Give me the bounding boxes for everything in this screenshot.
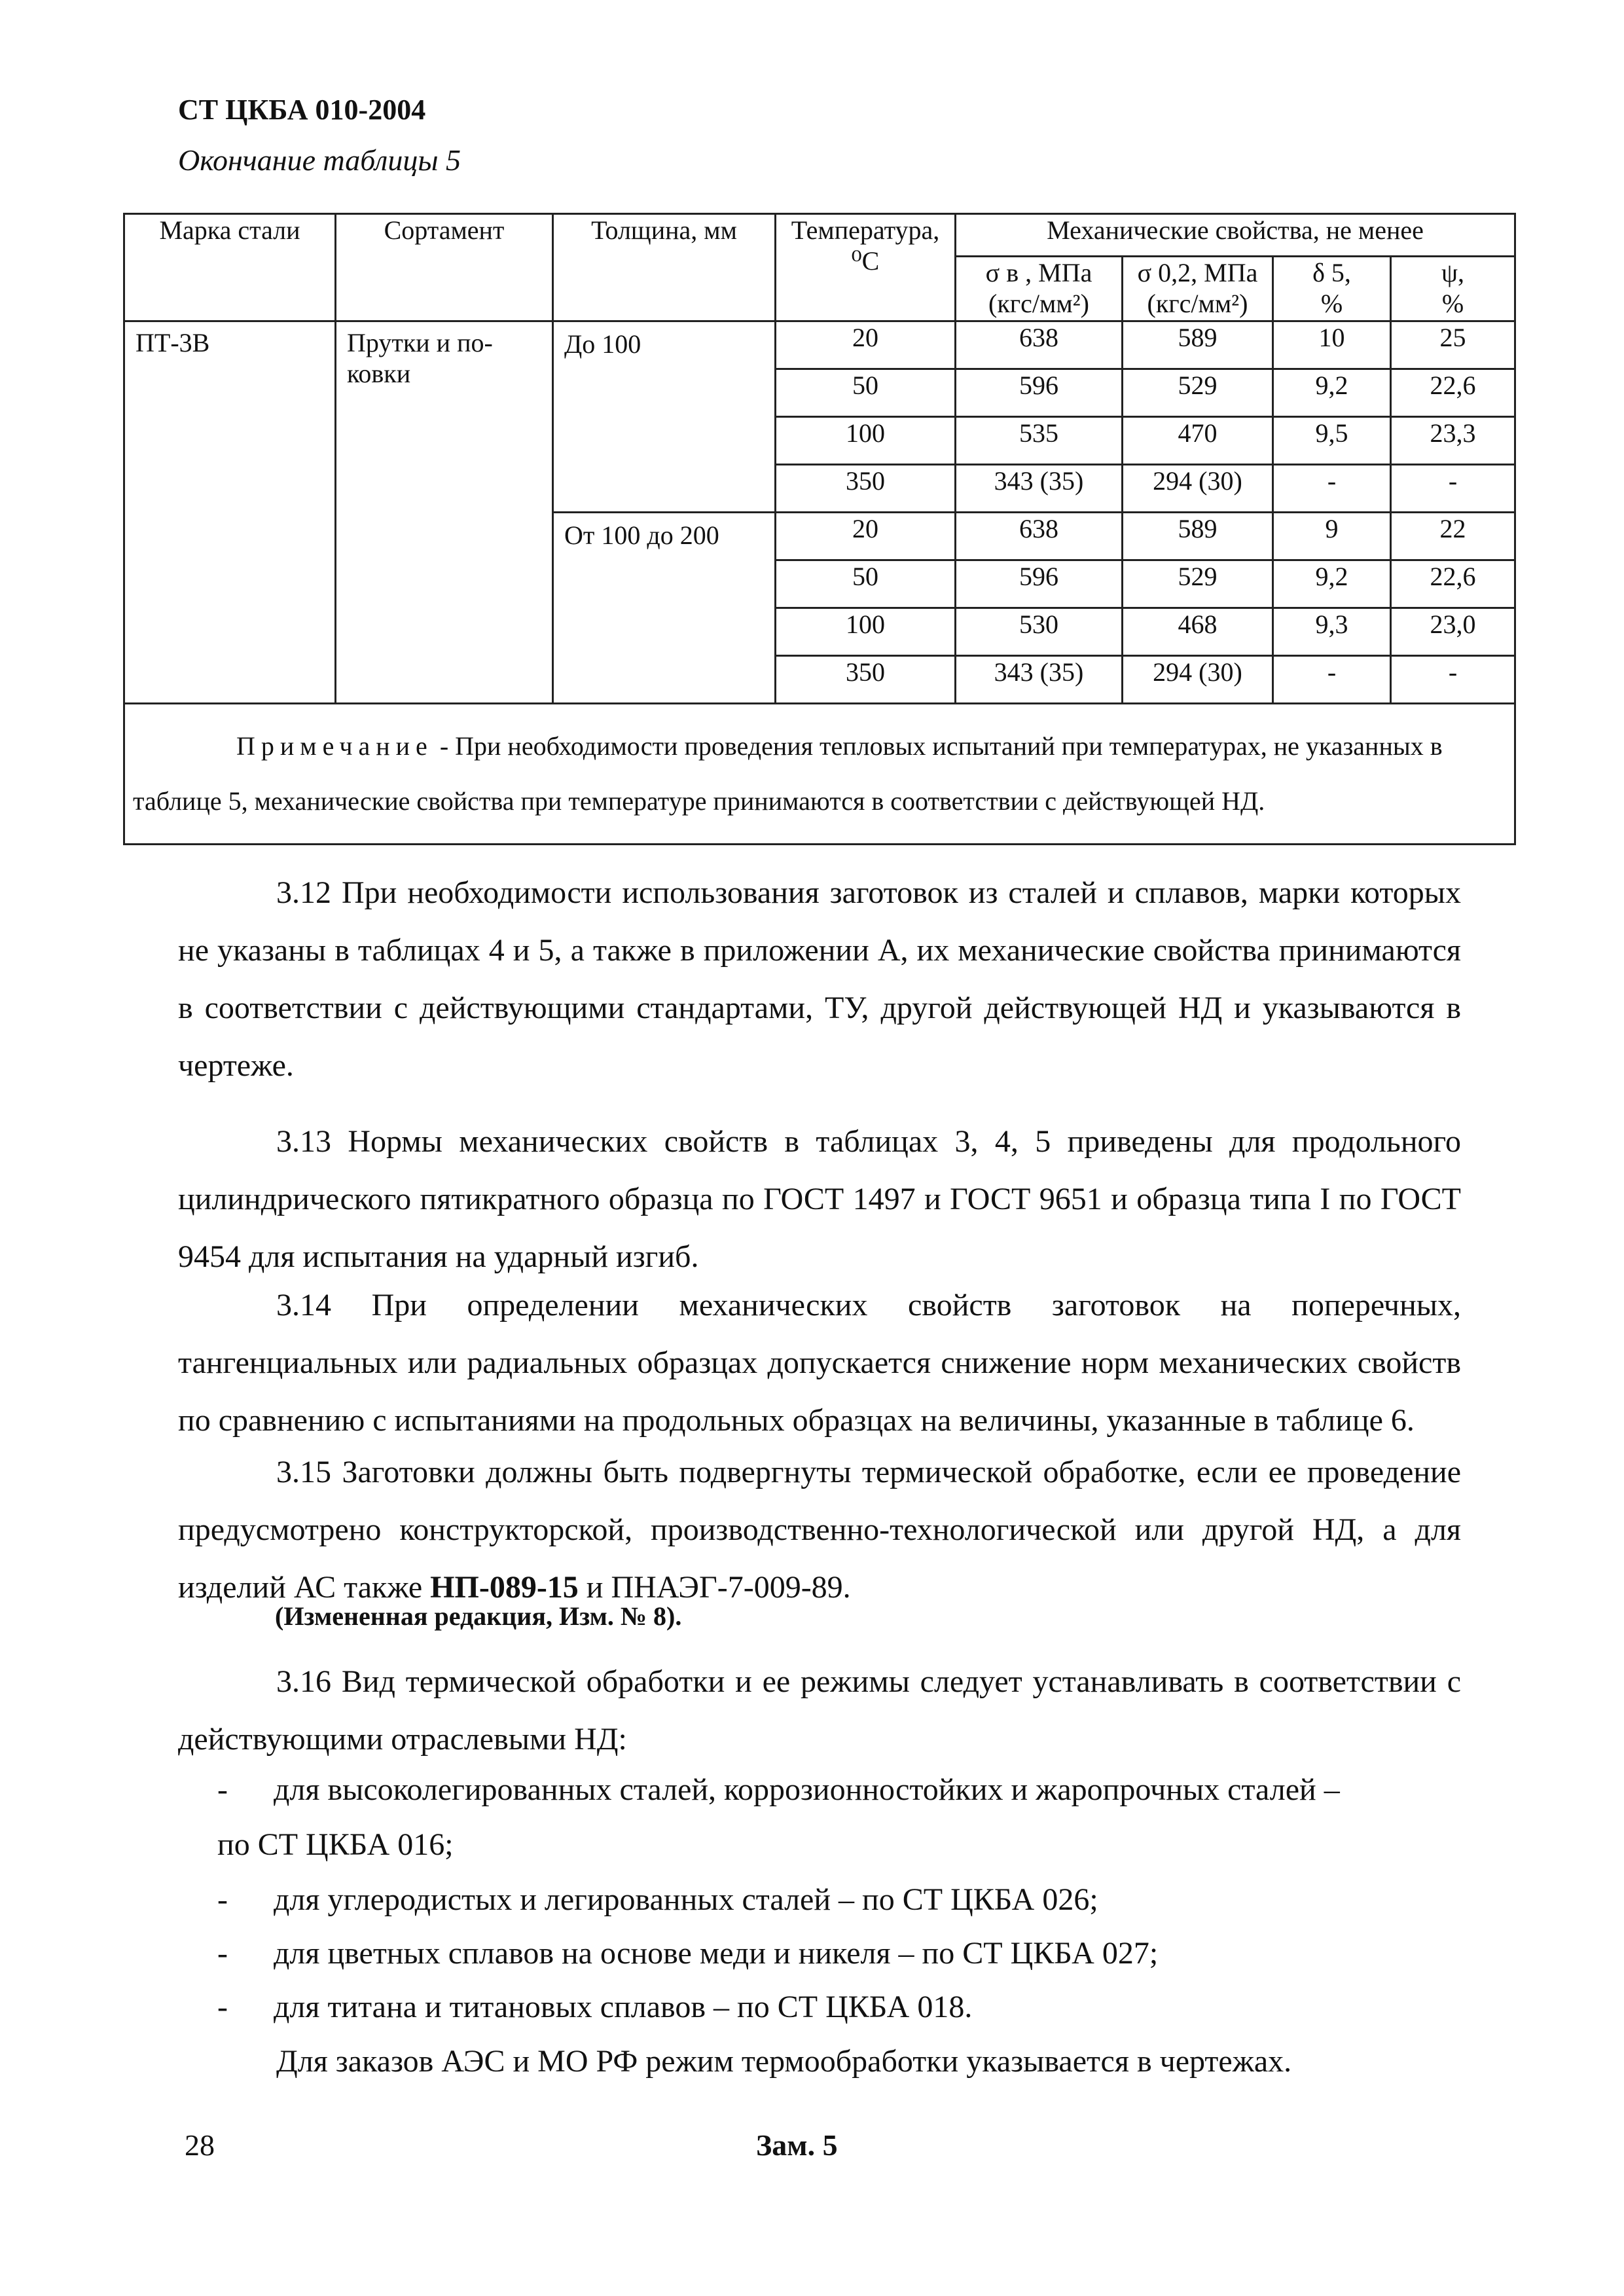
cell-thickness: От 100 до 200 bbox=[553, 513, 776, 704]
list-item-text: для углеродистых и легированных сталей – по СТ ЦКБА 026; bbox=[274, 1882, 1098, 1917]
header-assortment: Сортамент bbox=[336, 214, 553, 321]
cell-temperature: 350 bbox=[776, 465, 956, 513]
header-delta-unit: % bbox=[1320, 289, 1343, 319]
header-sigma-b bbox=[956, 257, 1123, 321]
list-item bbox=[217, 1925, 1158, 1982]
cell-temperature: 20 bbox=[776, 513, 956, 560]
header-grade: Марка стали bbox=[124, 214, 336, 321]
cell-sigma-b: 530 bbox=[956, 608, 1123, 656]
cell-psi: 23,0 bbox=[1391, 608, 1515, 656]
cell-psi: 22,6 bbox=[1391, 560, 1515, 608]
cell-sigma-02: 294 (30) bbox=[1123, 656, 1273, 704]
header-temperature bbox=[776, 214, 956, 321]
list-item bbox=[217, 1871, 1098, 1929]
page-number: 28 bbox=[185, 2128, 215, 2162]
list-item-text: для высоколегированных сталей, коррозионностойких и жаропрочных сталей – bbox=[274, 1772, 1340, 1807]
cell-sigma-02: 294 (30) bbox=[1123, 465, 1273, 513]
cell-temperature: 20 bbox=[776, 321, 956, 369]
list-item-text: для титана и титановых сплавов – по СТ ЦКБА 018. bbox=[274, 1990, 973, 2024]
paragraph-3-13: 3.13 Нормы механических свойств в таблицах 3, 4, 5 приведены для продольного цилиндрического пятикратного образца по ГОСТ 1497 и ГОСТ 9651 и образца типа I по ГОСТ 9454 для испытания на ударный изгиб. bbox=[178, 1124, 1461, 1274]
list-dash: - bbox=[217, 1882, 228, 1917]
paragraph-3-15 bbox=[178, 1444, 1461, 1616]
cell-assortment: Прутки и по-ковки bbox=[336, 321, 553, 704]
header-delta bbox=[1273, 257, 1391, 321]
standard-reference-np-089-15: НП-089-15 bbox=[430, 1570, 579, 1605]
table-note-row bbox=[124, 704, 1515, 845]
header-temperature-label: Температура, bbox=[791, 215, 940, 245]
paragraph-3-15-text-b: и ПНАЭГ-7-009-89. bbox=[578, 1570, 851, 1605]
list-dash: - bbox=[217, 1772, 228, 1807]
cell-temperature: 50 bbox=[776, 369, 956, 417]
change-mark: Зам. 5 bbox=[756, 2128, 838, 2162]
paragraph-3-16: 3.16 Вид термической обработки и ее режимы следует устанавливать в соответствии с действующими отраслевыми НД: bbox=[178, 1664, 1461, 1757]
cell-psi: 22 bbox=[1391, 513, 1515, 560]
header-mechanical-properties: Механические свойства, не менее bbox=[956, 214, 1515, 257]
cell-sigma-02: 529 bbox=[1123, 560, 1273, 608]
cell-psi: - bbox=[1391, 465, 1515, 513]
cell-sigma-b: 638 bbox=[956, 321, 1123, 369]
cell-sigma-b: 343 (35) bbox=[956, 656, 1123, 704]
cell-sigma-02: 470 bbox=[1123, 417, 1273, 465]
note-label: Примечание bbox=[236, 731, 433, 761]
paragraph-3-14: 3.14 При определении механических свойств заготовок на поперечных, тангенциальных или радиальных образцах допускается снижение норм механических свойств по сравнению с испытаниями на продольных образцах на величины, указанные в таблице 6. bbox=[178, 1288, 1461, 1438]
table-row bbox=[124, 321, 1515, 369]
header-sigma-b-unit: (кгс/мм²) bbox=[988, 289, 1089, 319]
cell-delta: 10 bbox=[1273, 321, 1391, 369]
cell-delta: 9,5 bbox=[1273, 417, 1391, 465]
header-delta-label: δ 5, bbox=[1312, 258, 1351, 287]
cell-sigma-b: 638 bbox=[956, 513, 1123, 560]
cell-temperature: 50 bbox=[776, 560, 956, 608]
cell-sigma-b: 343 (35) bbox=[956, 465, 1123, 513]
cell-sigma-b: 596 bbox=[956, 369, 1123, 417]
list-dash: - bbox=[217, 1990, 228, 2024]
list-dash: - bbox=[217, 1936, 228, 1971]
header-sigma-02-label: σ 0,2, МПа bbox=[1137, 258, 1258, 287]
note-text: - При необходимости проведения тепловых испытаний при температурах, не указанных в таблице 5, механические свойства при температуре принимаются в соответствии с действующей НД. bbox=[133, 731, 1443, 816]
document-code: СТ ЦКБА 010-2004 bbox=[178, 94, 426, 126]
paragraph-3-12: 3.12 При необходимости использования заготовок из сталей и сплавов, марки которых не указаны в таблицах 4 и 5, а также в приложении А, их механические свойства принимаются в соответствии с действующими стандартами, ТУ, другой действующей НД и указываются в чертеже. bbox=[178, 875, 1461, 1083]
cell-delta: - bbox=[1273, 465, 1391, 513]
header-psi bbox=[1391, 257, 1515, 321]
cell-psi: 22,6 bbox=[1391, 369, 1515, 417]
header-thickness: Толщина, мм bbox=[553, 214, 776, 321]
cell-temperature: 100 bbox=[776, 417, 956, 465]
cell-psi: 25 bbox=[1391, 321, 1515, 369]
list-item bbox=[217, 1761, 1340, 1819]
paragraph-3-15-text-a: 3.15 Заготовки должны быть подвергнуты термической обработке, если ее проведение предусмотрено конструкторской, производственно-технологической или другой НД, а для изделий АС также bbox=[178, 1455, 1461, 1605]
header-sigma-02-unit: (кгс/мм²) bbox=[1147, 289, 1248, 319]
cell-temperature: 100 bbox=[776, 608, 956, 656]
cell-sigma-02: 468 bbox=[1123, 608, 1273, 656]
cell-thickness: До 100 bbox=[553, 321, 776, 513]
cell-delta: - bbox=[1273, 656, 1391, 704]
cell-sigma-02: 529 bbox=[1123, 369, 1273, 417]
mechanical-properties-table bbox=[123, 213, 1516, 845]
cell-sigma-b: 535 bbox=[956, 417, 1123, 465]
table-note bbox=[124, 704, 1515, 845]
header-temperature-unit: ⁰С bbox=[851, 246, 880, 276]
header-psi-label: ψ, bbox=[1441, 258, 1465, 287]
cell-delta: 9,3 bbox=[1273, 608, 1391, 656]
cell-grade: ПТ-3В bbox=[124, 321, 336, 704]
cell-temperature: 350 bbox=[776, 656, 956, 704]
header-psi-unit: % bbox=[1441, 289, 1464, 319]
cell-sigma-b: 596 bbox=[956, 560, 1123, 608]
cell-sigma-02: 589 bbox=[1123, 513, 1273, 560]
cell-sigma-02: 589 bbox=[1123, 321, 1273, 369]
cell-psi: 23,3 bbox=[1391, 417, 1515, 465]
header-sigma-b-label: σ в , МПа bbox=[985, 258, 1092, 287]
final-paragraph: Для заказов АЭС и МО РФ режим термообработки указывается в чертежах. bbox=[276, 2044, 1292, 2079]
table-continuation-caption: Окончание таблицы 5 bbox=[178, 143, 461, 177]
cell-psi: - bbox=[1391, 656, 1515, 704]
list-item-text: для цветных сплавов на основе меди и никеля – по СТ ЦКБА 027; bbox=[274, 1936, 1159, 1971]
list-item bbox=[217, 1978, 972, 2036]
cell-delta: 9,2 bbox=[1273, 560, 1391, 608]
cell-delta: 9,2 bbox=[1273, 369, 1391, 417]
header-sigma-02 bbox=[1123, 257, 1273, 321]
list-item-continuation: по СТ ЦКБА 016; bbox=[217, 1827, 454, 1862]
cell-delta: 9 bbox=[1273, 513, 1391, 560]
amendment-note: (Измененная редакция, Изм. № 8). bbox=[275, 1601, 682, 1631]
